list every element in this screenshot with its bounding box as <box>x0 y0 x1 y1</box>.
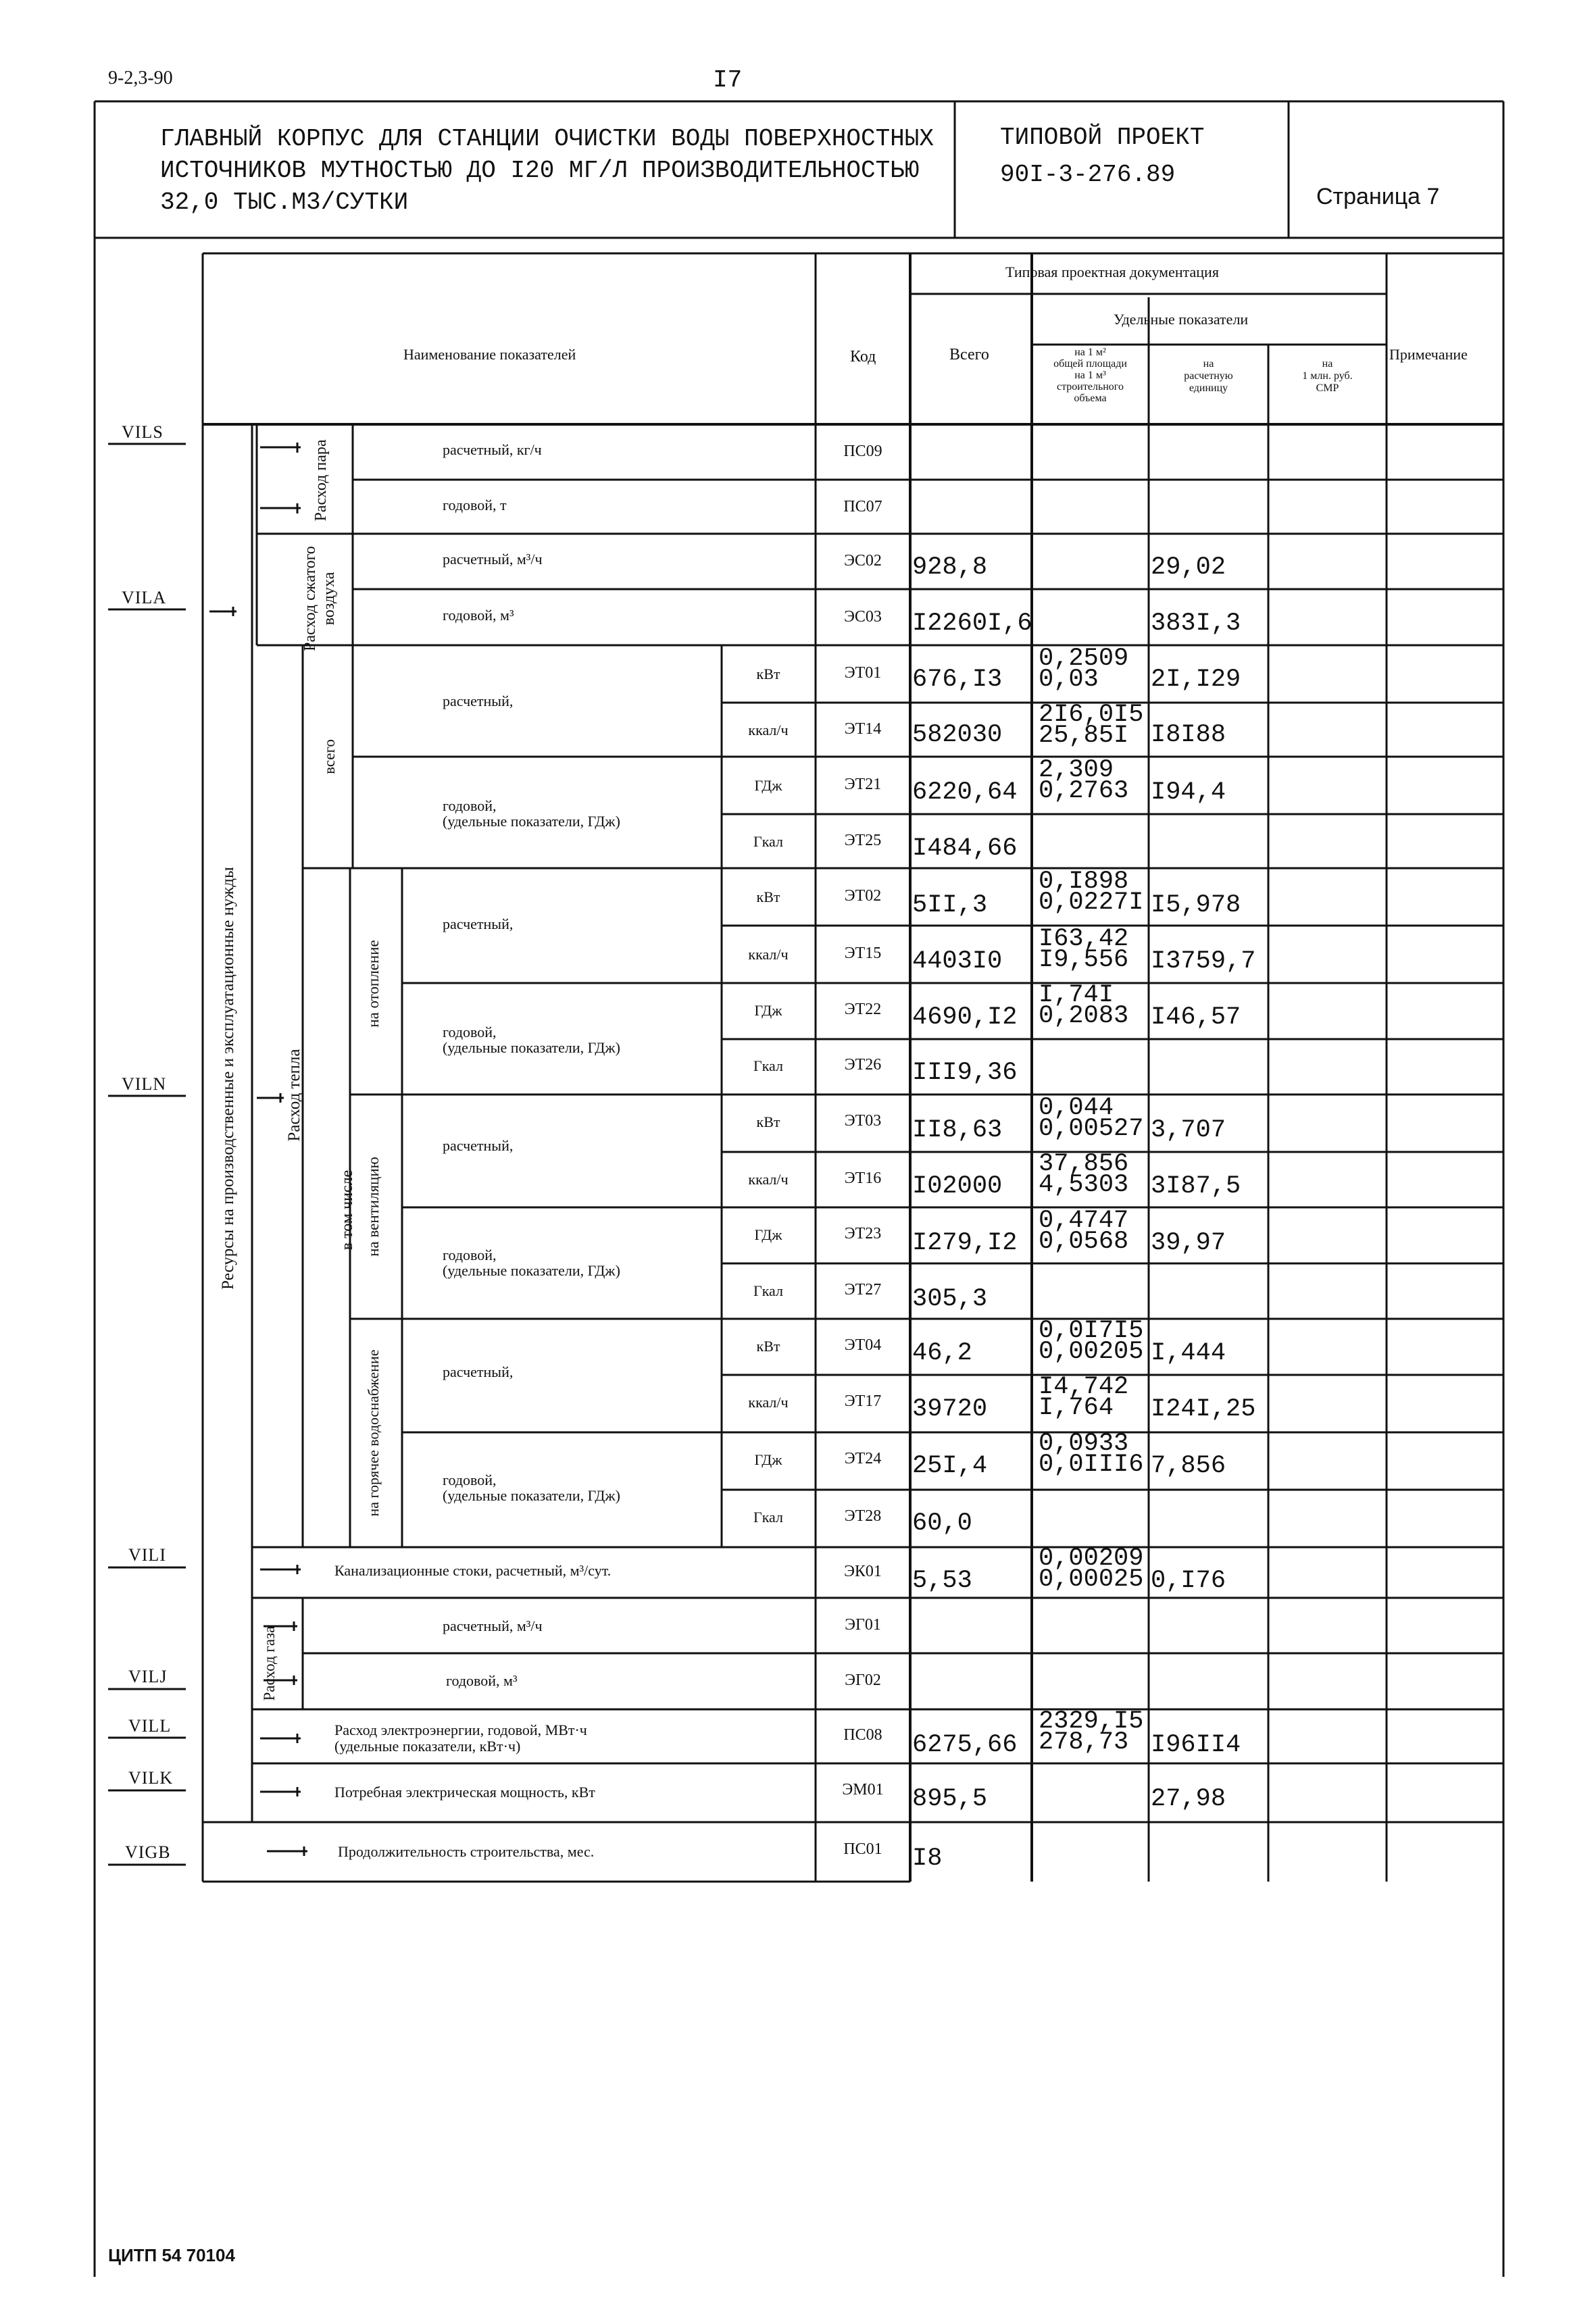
per-unit-cell: I94,4 <box>1151 778 1226 807</box>
code-cell: ЭМ01 <box>842 1781 884 1799</box>
per-m2-cell: 0,2509 0,03 <box>1039 645 1129 694</box>
per-m2-cell: 0,I898 0,0227I <box>1039 867 1144 917</box>
title-line-3: 32,0 ТЫС.М3/СУТКИ <box>160 188 409 216</box>
code-cell: ЭС02 <box>844 552 882 570</box>
code-cell: ЭТ27 <box>844 1281 882 1299</box>
per-m2-cell: 2,309 0,2763 <box>1039 756 1129 805</box>
per-unit-cell: I96II4 <box>1151 1731 1241 1759</box>
group-resources: Ресурсы на производственные и эксплуатационные нужды <box>219 867 237 1290</box>
total-cell: 6220,64 <box>912 778 1018 807</box>
label-vent-annual-note: (удельные показатели, ГДж) <box>443 1262 620 1279</box>
group-incl: в том числе <box>339 1169 356 1251</box>
group-steam: Расход пара <box>312 439 330 522</box>
total-cell: 46,2 <box>912 1339 972 1367</box>
code-cell: ЭГ02 <box>845 1671 881 1689</box>
unit-cell: кВт <box>756 1113 780 1130</box>
group-heat: Расход тепла <box>285 1049 303 1142</box>
per-unit-cell: 3I87,5 <box>1151 1172 1241 1201</box>
label-sewage: Канализационные стоки, расчетный, м³/сут. <box>334 1562 612 1579</box>
footer-code: ЦИТП 54 70104 <box>108 2245 235 2265</box>
label-heating-annual: годовой, <box>443 1024 497 1040</box>
col-per-unit-header: на расчетную единицу <box>1184 358 1233 394</box>
code-cell: ПС09 <box>843 443 882 460</box>
total-cell: 895,5 <box>912 1785 988 1813</box>
code-cell: ЭТ04 <box>844 1336 882 1354</box>
per-m2-cell: 0,0I7I5 0,00205 <box>1039 1317 1144 1366</box>
total-cell: 4690,I2 <box>912 1003 1018 1032</box>
total-cell: 676,I3 <box>912 665 1003 694</box>
label-total-annual-note: (удельные показатели, ГДж) <box>443 813 620 830</box>
group-hotwater: на горячее водоснабжение <box>365 1349 382 1517</box>
code-cell: ЭК01 <box>844 1563 882 1580</box>
per-unit-cell: 29,02 <box>1151 553 1226 582</box>
total-cell: 39720 <box>912 1395 988 1424</box>
label-elec: Расход электроэнергии, годовой, МВт·ч <box>334 1721 587 1738</box>
code-cell: ЭТ15 <box>844 945 882 962</box>
per-m2-cell: 0,4747 0,0568 <box>1039 1207 1129 1256</box>
total-cell: 305,3 <box>912 1285 988 1313</box>
per-unit-cell: 27,98 <box>1151 1785 1226 1813</box>
total-cell: 25I,4 <box>912 1452 988 1480</box>
total-cell: 6275,66 <box>912 1731 1018 1759</box>
per-unit-cell: 3,707 <box>1151 1116 1226 1145</box>
side-code: VILJ <box>128 1667 168 1686</box>
unit-cell: ккал/ч <box>748 1171 789 1188</box>
per-unit-cell: 7,856 <box>1151 1452 1226 1480</box>
side-code: VIGB <box>125 1842 171 1862</box>
label-hotwater-annual-note: (удельные показатели, ГДж) <box>443 1487 620 1504</box>
unit-cell: Гкал <box>753 1057 783 1074</box>
label-power: Потребная электрическая мощность, кВт <box>334 1784 595 1801</box>
total-cell: I484,66 <box>912 834 1018 863</box>
code-cell: ЭТ01 <box>844 664 882 682</box>
label-air-annual: годовой, м³ <box>443 607 514 624</box>
code-cell: ПС07 <box>843 498 882 515</box>
col-per-m2-header: на 1 м² общей площади на 1 м³ строительного объема <box>1053 347 1127 404</box>
group-total: всего <box>321 739 338 774</box>
per-unit-cell: I46,57 <box>1151 1003 1241 1032</box>
project-label: ТИПОВОЙ ПРОЕКТ <box>1000 124 1205 151</box>
doc-code: 9-2,3-90 <box>108 68 173 89</box>
unit-cell: кВт <box>756 888 780 905</box>
unit-cell: ккал/ч <box>748 1394 789 1411</box>
total-cell: 5,53 <box>912 1567 972 1595</box>
code-cell: ЭТ25 <box>844 832 882 849</box>
label-gas-annual: годовой, м³ <box>446 1672 518 1689</box>
group-air: Расход сжатого воздуха <box>301 546 338 651</box>
side-code: VILI <box>128 1545 166 1565</box>
code-cell: ЭС03 <box>844 608 882 626</box>
per-m2-cell: 2I6,0I5 25,85I <box>1039 701 1144 750</box>
per-unit-cell: 383I,3 <box>1151 609 1241 638</box>
per-m2-cell: 0,044 0,00527 <box>1039 1094 1144 1143</box>
total-cell: I279,I2 <box>912 1229 1018 1257</box>
group-vent: на вентиляцию <box>365 1157 382 1257</box>
total-cell: I2260I,6 <box>912 609 1032 638</box>
label-vent-calc: расчетный, <box>443 1137 514 1154</box>
total-cell: III9,36 <box>912 1059 1018 1087</box>
col-code-header: Код <box>850 348 876 366</box>
per-m2-cell: I,74I 0,2083 <box>1039 981 1129 1030</box>
total-cell: I8 <box>912 1844 943 1873</box>
per-unit-cell: I8I88 <box>1151 721 1226 749</box>
code-cell: ЭТ16 <box>844 1169 882 1187</box>
project-number: 90I-3-276.89 <box>1000 161 1176 188</box>
label-elec-note: (удельные показатели, кВт·ч) <box>334 1738 521 1755</box>
side-code: VILL <box>128 1716 172 1736</box>
unit-cell: ГДж <box>754 777 782 794</box>
per-m2-cell: I63,42 I9,556 <box>1039 925 1129 974</box>
label-steam-calc: расчетный, кг/ч <box>443 441 542 458</box>
title-line-1: ГЛАВНЫЙ КОРПУС ДЛЯ СТАНЦИИ ОЧИСТКИ ВОДЫ ПОВЕРХНОСТНЫХ <box>160 125 934 153</box>
total-cell: 928,8 <box>912 553 988 582</box>
code-cell: ПС01 <box>843 1840 882 1858</box>
unit-cell: ГДж <box>754 1002 782 1019</box>
unit-cell: Гкал <box>753 833 783 850</box>
group-gas: Расход газа <box>261 1626 278 1701</box>
total-cell: 5II,3 <box>912 891 988 920</box>
label-steam-annual: годовой, т <box>443 497 507 513</box>
tpd-header: Типовая проектная документация <box>1005 263 1219 280</box>
col-total-header: Всего <box>949 346 989 363</box>
code-cell: ЭТ28 <box>844 1507 882 1525</box>
unit-cell: ккал/ч <box>748 722 789 738</box>
per-unit-cell: 2I,I29 <box>1151 665 1241 694</box>
total-cell: II8,63 <box>912 1116 1003 1145</box>
label-total-annual: годовой, <box>443 797 497 814</box>
code-cell: ЭТ03 <box>844 1112 882 1130</box>
code-cell: ПС08 <box>843 1726 882 1744</box>
code-cell: ЭТ26 <box>844 1056 882 1074</box>
unit-cell: Гкал <box>753 1282 783 1299</box>
unit-cell: Гкал <box>753 1509 783 1526</box>
label-total-calc: расчетный, <box>443 693 514 709</box>
side-code: VILN <box>122 1074 167 1094</box>
total-cell: 4403I0 <box>912 947 1003 976</box>
code-cell: ЭТ23 <box>844 1225 882 1242</box>
code-cell: ЭГ01 <box>845 1616 881 1634</box>
per-unit-cell: I3759,7 <box>1151 947 1256 976</box>
side-code: VILK <box>128 1768 174 1788</box>
label-gas-calc: расчетный, м³/ч <box>443 1617 543 1634</box>
page-number: I7 <box>713 66 743 94</box>
label-heating-annual-note: (удельные показатели, ГДж) <box>443 1039 620 1056</box>
per-unit-cell: I24I,25 <box>1151 1395 1256 1424</box>
total-cell: 60,0 <box>912 1509 972 1538</box>
specific-header: Удельные показатели <box>1114 311 1249 328</box>
unit-cell: кВт <box>756 1338 780 1355</box>
label-hotwater-calc: расчетный, <box>443 1363 514 1380</box>
side-code: VILS <box>122 422 164 442</box>
unit-cell: ГДж <box>754 1226 782 1243</box>
label-air-calc: расчетный, м³/ч <box>443 551 543 568</box>
page-label: Страница 7 <box>1316 184 1440 209</box>
group-heating: на отопление <box>365 940 382 1028</box>
code-cell: ЭТ24 <box>844 1450 882 1467</box>
per-m2-cell: 0,00209 0,00025 <box>1039 1544 1144 1594</box>
label-duration: Продолжительность строительства, мес. <box>338 1843 595 1860</box>
side-code: VILA <box>122 588 167 607</box>
code-cell: ЭТ22 <box>844 1001 882 1018</box>
per-m2-cell: 2329,I5 278,73 <box>1039 1707 1144 1757</box>
total-cell: 582030 <box>912 721 1003 749</box>
code-cell: ЭТ14 <box>844 720 882 738</box>
col-note-header: Примечание <box>1389 346 1468 363</box>
label-vent-annual: годовой, <box>443 1247 497 1263</box>
unit-cell: кВт <box>756 665 780 682</box>
per-m2-cell: I4,742 I,764 <box>1039 1373 1129 1422</box>
label-heating-calc: расчетный, <box>443 915 514 932</box>
code-cell: ЭТ21 <box>844 776 882 793</box>
total-cell: I02000 <box>912 1172 1003 1201</box>
per-m2-cell: 37,856 4,5303 <box>1039 1150 1129 1199</box>
per-unit-cell: I,444 <box>1151 1339 1226 1367</box>
title-line-2: ИСТОЧНИКОВ МУТНОСТЬЮ ДО I20 МГ/Л ПРОИЗВОДИТЕЛЬНОСТЬЮ <box>160 157 920 184</box>
unit-cell: ккал/ч <box>748 946 789 963</box>
per-unit-cell: 0,I76 <box>1151 1567 1226 1595</box>
code-cell: ЭТ17 <box>844 1392 882 1410</box>
code-cell: ЭТ02 <box>844 887 882 905</box>
per-m2-cell: 0,0933 0,0III6 <box>1039 1430 1144 1479</box>
unit-cell: ГДж <box>754 1451 782 1468</box>
col-per-mln-header: на 1 млн. руб. СМР <box>1302 358 1353 394</box>
per-unit-cell: 39,97 <box>1151 1229 1226 1257</box>
label-hotwater-annual: годовой, <box>443 1472 497 1488</box>
col-name-header: Наименование показателей <box>403 346 576 363</box>
per-unit-cell: I5,978 <box>1151 891 1241 920</box>
